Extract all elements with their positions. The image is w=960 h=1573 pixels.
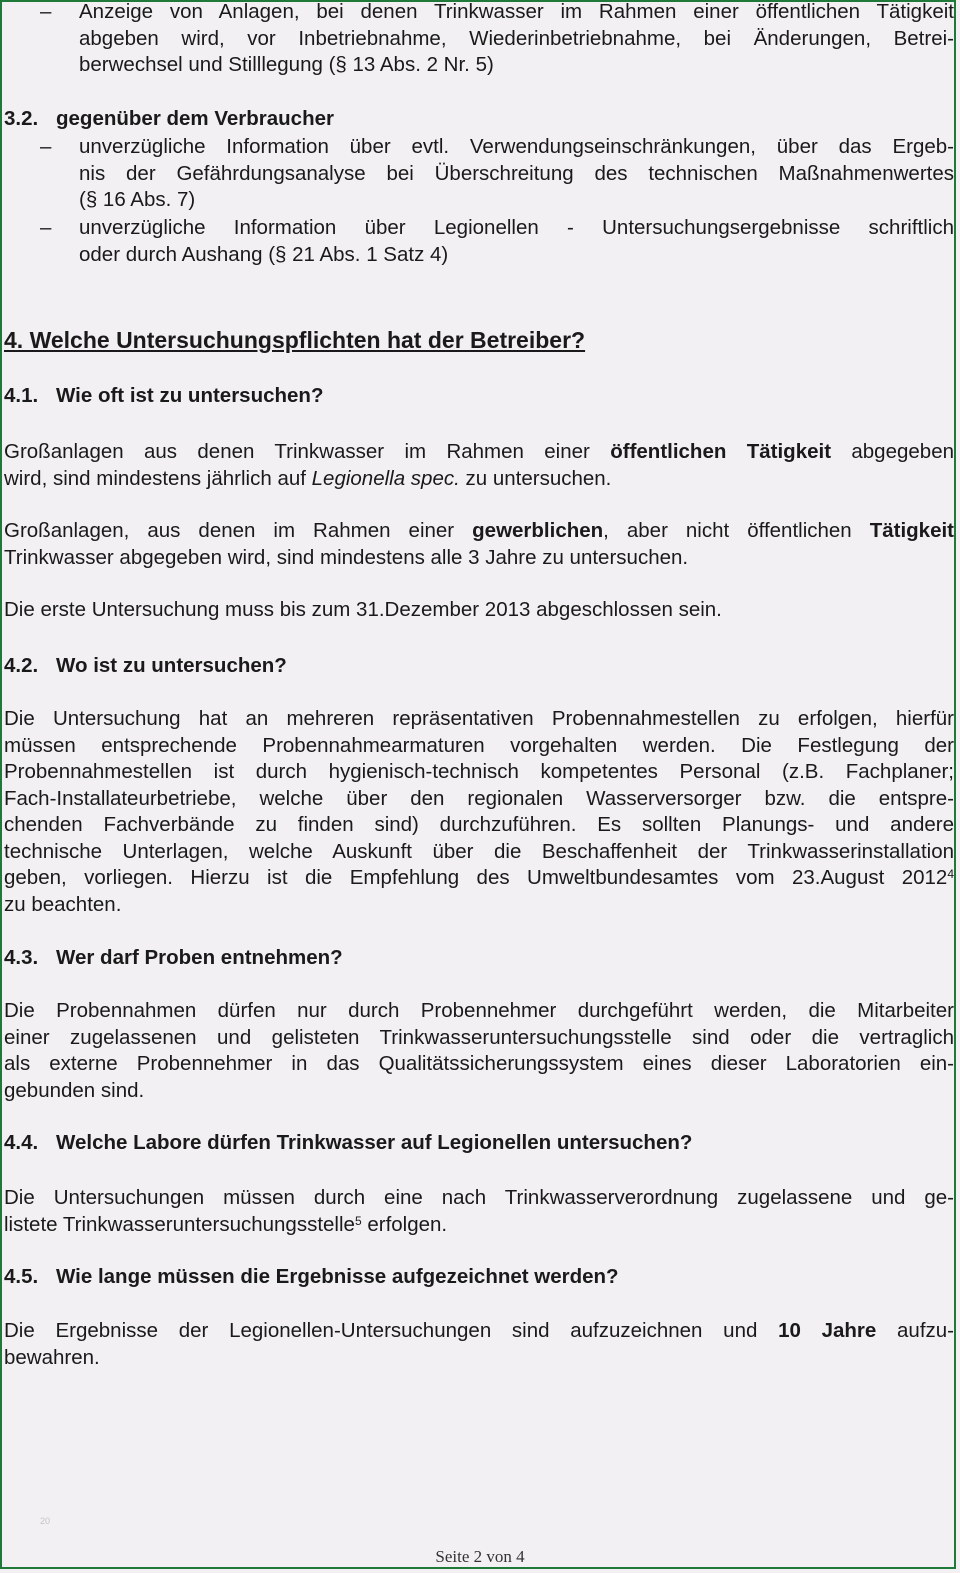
paragraph [4,1185,954,1238]
paragraph-line [4,439,954,466]
paragraph [4,1318,954,1371]
paragraph-line [4,865,954,892]
paragraph-line: chenden Fachverbände zu finden sind) durchzuführen. Es sollten Planungs- und andere [4,813,954,836]
list-item [79,215,954,268]
section-title: Wie lange müssen die Ergebnisse aufgezeichnet werden? [56,1265,619,1288]
page-footer: Seite 2 von 4 [435,1547,525,1566]
text-run: aufzu- [876,1319,954,1342]
text-run: Großanlagen, aus denen im Rahmen einer [4,519,473,542]
list-item-line: oder durch Aushang (§ 21 Abs. 1 Satz 4) [79,242,449,266]
paragraph-line: Die Probennahmen dürfen nur durch Probennehmer durchgeführt werden, die Mitarbeiter [4,999,954,1022]
paragraph [4,998,954,1104]
list-bullet: – [40,216,52,239]
section-title: Wer darf Proben entnehmen? [56,946,343,969]
paragraph-line: müssen entsprechende Probennahmearmaturen vorgehalten werden. Die Festlegung der [4,733,954,757]
emphasis: gewerblichen [472,519,604,542]
paragraph-line [4,518,954,545]
paragraph-line: einer zugelassenen und gelisteten Trinkwasseruntersuchungsstelle sind oder die vertraglich [4,1025,954,1049]
paragraph-line: Fach-Installateurbetriebe, welche über den regionalen Wasserversorger bzw. die entspre- [4,786,954,810]
paragraph-line: Die Untersuchung hat an mehreren repräsentativen Probennahmestellen zu erfolgen, hierfür [4,707,954,730]
emphasis: öffentlichen Tätigkeit [610,440,832,463]
paragraph-line: Trinkwasser abgegeben wird, sind mindestens alle 3 Jahre zu untersuchen. [4,545,689,569]
section-heading-4-4 [4,1130,692,1157]
section-title: Welche Labore dürfen Trinkwasser auf Legionellen untersuchen? [56,1131,693,1154]
section-number: 4.3. [4,946,39,969]
section-number: 3.2. [4,107,39,130]
footnote-ref[interactable]: 4 [947,867,954,881]
list-bullet: – [40,0,52,23]
text-run: wird, sind mindestens jährlich auf [4,466,312,490]
paragraph-line [4,466,954,493]
section-number: 4.2. [4,654,39,677]
paragraph-line: Probennahmestellen ist durch hygienisch-technisch kompetentes Personal (z.B. Fachplaner; [4,760,954,783]
emphasis: Tätigkeit [869,519,954,542]
section-number: 4.5. [4,1265,39,1288]
list-item [79,0,954,79]
list-item-line: Anzeige von Anlagen, bei denen Trinkwasser im Rahmen einer öffentlichen Tätigkeit [79,0,954,23]
emphasis: 10 Jahre [778,1319,877,1342]
text-run: Großanlagen aus denen Trinkwasser im Rahmen einer [4,440,611,463]
list-item-line: nis der Gefährdungsanalyse bei Überschreitung des technischen Maßnahmenwertes [79,161,954,185]
paragraph-line [4,1318,954,1345]
section-number: 4.1. [4,384,39,407]
text-run: Die Ergebnisse der Legionellen-Untersuchungen sind aufzuzeichnen und [4,1319,779,1342]
text-run: abgegeben [831,440,954,463]
section-heading-4-3 [4,945,343,972]
text-run: zu untersuchen. [459,466,612,490]
section-heading-4-2 [4,653,287,680]
text-run: , aber nicht öffentlichen [603,519,870,542]
paragraph [4,706,954,918]
paragraph-line: zu beachten. [4,892,122,916]
paragraph [4,439,954,492]
paragraph-line [4,1212,954,1239]
faint-page-marker: 20 [40,1516,51,1526]
section-heading-3-2 [4,106,334,133]
species-name: Legionella spec. [311,466,460,490]
paragraph: Die erste Untersuchung muss bis zum 31.Dezember 2013 abgeschlossen sein. [4,598,722,621]
section-title: gegenüber dem Verbraucher [56,107,334,130]
footnote-ref[interactable]: 5 [354,1213,362,1228]
list-item-line: berwechsel und Stilllegung (§ 13 Abs. 2 Nr. 5) [79,53,494,76]
paragraph-line: gebunden sind. [4,1078,145,1102]
section-heading-4-1 [4,383,323,410]
paragraph-line: technische Unterlagen, welche Auskunft über die Beschaffenheit der Trinkwasserinstallation [4,839,954,863]
text-run: geben, vorliegen. Hierzu ist die Empfehlung des Umweltbundesamtes vom 23.August 2012 [4,866,948,889]
section-number: 4.4. [4,1131,39,1154]
text-run: listete Trinkwasseruntersuchungsstelle [4,1212,355,1236]
list-item-line: unverzügliche Information über evtl. Verwendungseinschränkungen, über das Ergeb- [79,135,954,158]
list-item-line: abgeben wird, vor Inbetriebnahme, Wiederinbetriebnahme, bei Änderungen, Betrei- [79,26,954,50]
paragraph-line: als externe Probennehmer in das Qualitätssicherungssystem eines dieser Laboratorien ein- [4,1052,954,1075]
paragraph [4,518,954,571]
paragraph-line: bewahren. [4,1345,100,1369]
chapter-heading-4: 4. Welche Untersuchungspflichten hat der Betreiber? [4,327,586,353]
paragraph-line: Die Untersuchungen müssen durch eine nach Trinkwasserverordnung zugelassene und ge- [4,1186,954,1209]
text-run: erfolgen. [361,1212,448,1236]
list-bullet: – [40,135,52,158]
section-heading-4-5 [4,1264,619,1291]
list-item-line: unverzügliche Information über Legionellen - Untersuchungsergebnisse schriftlich [79,216,954,239]
section-title: Wie oft ist zu untersuchen? [56,384,324,407]
list-item [79,134,954,214]
section-title: Wo ist zu untersuchen? [56,654,287,677]
list-item-line: (§ 16 Abs. 7) [79,188,196,211]
